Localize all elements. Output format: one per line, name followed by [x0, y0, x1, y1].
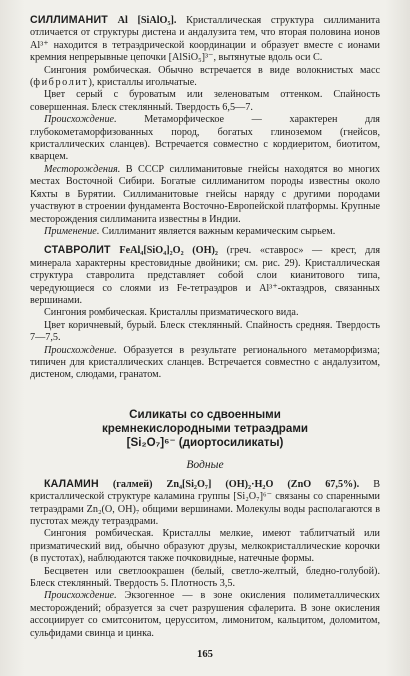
calamine-intro: [30, 478, 380, 529]
staurolite-intro: [30, 244, 380, 307]
italic-label: Применение.: [44, 225, 100, 237]
paragraph-text: (греч. «ставрос» — крест, для минерала характерны крестовидные двойники; см. рис. 29). Кристаллическая структура ставролита представляет собой слои кианитового типа, чередующиеся со слоями из Fe-тетраэдров и Al³⁺-октаэдров, связанных вершинами.: [30, 245, 381, 306]
calamine-origin: [30, 590, 380, 640]
italic-label: Происхождение.: [44, 344, 117, 356]
sillimanite-color: Цвет серый с буроватым или зеленоватым оттенком. Спайность совершенная. Блеск стеклянный. Твердость 6,5—7.: [30, 89, 380, 113]
sillimanite-origin: [30, 114, 380, 164]
section-heading-line: Силикаты со сдвоенными: [129, 407, 281, 421]
spaced-term: фибролит: [33, 77, 89, 89]
paragraph-text: Кристаллическая структура силлиманита отличается от структуры дистена и андалузита тем, что вторая половина ионов Al³⁺ находится в тетраэдрической координации и образует вместе с ионами кремния непрерывные цепочки [AlSiO₅]³⁻, вытянутые вдоль оси С.: [30, 15, 381, 64]
sillimanite-syngony: [30, 65, 380, 90]
staurolite-origin: [30, 345, 380, 382]
sillimanite-use: [30, 226, 380, 238]
italic-label: Месторождения.: [44, 163, 121, 175]
calamine-syngony: Сингония ромбическая. Кристаллы мелкие, имеют таблитчатый или призматический вид, обычно образуют друзы, мелкокристаллические корочки (в пустотах), наблюдаются также почковидные, натечные формы.: [30, 528, 380, 565]
paragraph-text: Образуется в результате регионального метаморфизма; типичен для кристаллических сланцев. Встречается совместно с андалузитом, дистеном, слюдами, гранатом.: [30, 344, 380, 381]
mineral-name: СИЛЛИМАНИТ: [30, 14, 108, 26]
staurolite-color: Цвет коричневый, бурый. Блеск стеклянный. Спайность средняя. Твердость 7—7,5.: [30, 319, 380, 344]
page-number: 165: [197, 649, 213, 660]
section-heading-line: [Si₂O₇]⁶⁻ (диортосиликаты): [126, 435, 284, 449]
paragraph-text: В кристаллической структуре каламина группы [Si₂O₇]⁶⁻ связаны со спаренными тетраэдрами Zn₂(O, OH)₇ общими вершинами. Молекулы воды располагаются в пустотах между тетраэдрами.: [30, 478, 380, 527]
mineral-name: СТАВРОЛИТ: [44, 244, 111, 257]
chemical-formula: (галмей) Zn₄[Si₂O₇] (OH)₂·H₂O (ZnO 67,5%).: [112, 478, 360, 490]
sillimanite-intro: [30, 14, 380, 65]
chemical-formula: FeAl₄[SiO₄]₂O₂ (OH)₂: [119, 245, 218, 257]
paragraph-text: Сингония ромбическая. Обычно встречается в виде волокнистых масс (: [30, 64, 380, 89]
paragraph-text: В СССР силлиманитовые гнейсы находятся во многих местах Восточной Сибири. Богатые силлиманитом породы известны около Кяхты в Бурятии. Силлиманитовые гнейсы наряду с другими породами участвуют в строении фундамента Восточно-Европейской платформы. Крупные месторождения силлиманита известны в Индии.: [30, 163, 380, 225]
paragraph-text: Метаморфическое — характерен для глубокометаморфизованных пород, богатых глиноземом (гнейсов, кристаллических сланцев). Встречается совместно с кордиеритом, биотитом, кварцем.: [30, 114, 380, 163]
paragraph-text: Экзогенное — в зоне окисления полиметаллических месторождений; образуется за счет разрушения сфалерита. В зоне окисления ассоциирует со смитсонитом, церусситом, лимонитом, кальцитом, доломитом, сульфидами свинца и цинка.: [30, 590, 380, 639]
subsection-heading: Водные: [186, 457, 224, 471]
section-heading-line: кремнекислородными тетраэдрами: [101, 421, 309, 435]
paragraph-text: Силлиманит является важным керамическим сырьем.: [101, 225, 336, 237]
italic-label: Происхождение.: [44, 590, 117, 602]
sillimanite-deposits: [30, 164, 380, 226]
calamine-color: Бесцветен или светлоокрашен (белый, светло-желтый, бледно-голубой). Блеск стеклянный. Твердость 5. Плотность 3,5.: [30, 565, 380, 590]
chemical-formula: Al [SiAlO₅].: [117, 15, 177, 26]
italic-label: Происхождение.: [44, 114, 117, 126]
staurolite-syngony: Сингония ромбическая. Кристаллы призматического вида.: [44, 307, 299, 319]
mineral-name: КАЛАМИН: [44, 477, 99, 490]
paragraph-text: ), кристаллы игольчатые.: [88, 77, 197, 89]
